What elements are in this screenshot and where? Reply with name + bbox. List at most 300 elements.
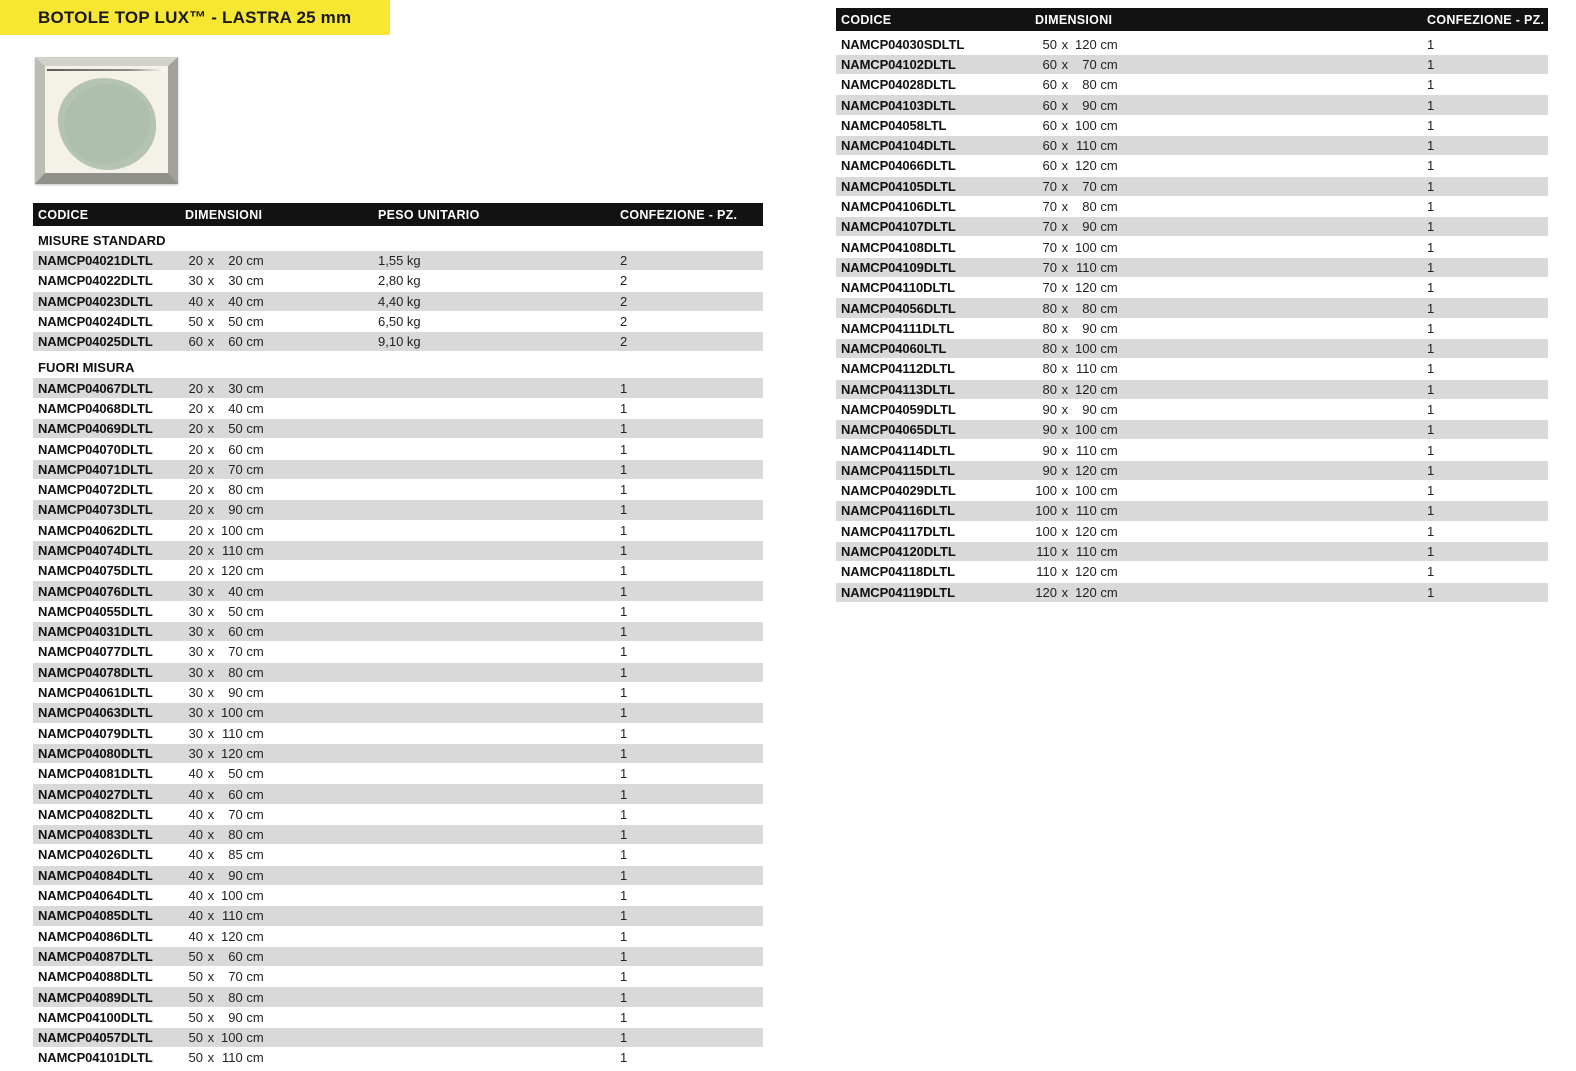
table-row: [836, 440, 1548, 459]
dimension-width: 120: [1035, 584, 1057, 600]
dimension-width: 100: [1035, 523, 1057, 539]
dimension-unit: cm: [1096, 584, 1118, 600]
qty-cell: 1: [1427, 280, 1435, 296]
code-cell: NAMCP04082DLTL: [38, 806, 153, 822]
dimension-width: 40: [188, 786, 203, 802]
qty-cell: 1: [620, 989, 628, 1005]
dimension-unit: cm: [1096, 219, 1118, 235]
page-title-banner: [0, 0, 390, 35]
dimension-unit: cm: [1096, 320, 1118, 336]
dimension-unit: cm: [242, 664, 264, 680]
weight-cell: 4,40 kg: [378, 293, 421, 309]
dimension-height: 110: [1076, 442, 1097, 458]
dimension-height: 110: [1076, 361, 1097, 377]
qty-cell: 1: [620, 908, 628, 924]
qty-cell: 2: [620, 293, 628, 309]
code-cell: NAMCP04021DLTL: [38, 253, 153, 269]
dimension-unit: cm: [242, 583, 264, 599]
section-label: MISURE STANDARD: [38, 233, 166, 248]
table-row: [836, 420, 1548, 439]
table-row: [836, 562, 1548, 581]
dimension-width: 90: [1042, 422, 1057, 438]
code-cell: NAMCP04117DLTL: [841, 523, 955, 539]
code-cell: NAMCP04080DLTL: [38, 745, 153, 761]
table-row: [836, 237, 1548, 256]
dimension-height: 70: [228, 806, 243, 822]
dimension-width: 50: [188, 1030, 203, 1046]
table-row: [33, 724, 763, 743]
qty-cell: 1: [620, 948, 628, 964]
dimensions-cell: [1035, 158, 1427, 173]
qty-cell: 1: [620, 1009, 628, 1025]
code-cell: NAMCP04102DLTL: [841, 56, 956, 72]
qty-cell: 1: [620, 786, 628, 802]
dimension-separator: x: [1058, 77, 1072, 93]
dimension-separator: x: [1058, 36, 1072, 52]
qty-cell: 1: [620, 685, 628, 701]
table-row: [836, 75, 1548, 94]
dimensions-cell: [185, 502, 378, 517]
dimension-separator: x: [1058, 462, 1072, 478]
dimension-height: 110: [222, 543, 243, 558]
dimensions-cell: [185, 381, 378, 396]
qty-cell: 1: [620, 441, 628, 457]
dimension-separator: x: [1058, 158, 1072, 174]
dimensions-cell: [185, 908, 378, 923]
dimension-height: 50: [228, 314, 243, 330]
dimension-width: 70: [1042, 178, 1057, 194]
qty-cell: 1: [620, 827, 628, 843]
code-cell: NAMCP04086DLTL: [38, 928, 153, 944]
dimension-unit: cm: [1096, 401, 1118, 417]
dimension-unit: cm: [242, 1030, 264, 1046]
dimension-unit: cm: [242, 806, 264, 822]
dimension-unit: cm: [242, 928, 264, 944]
dimension-separator: x: [204, 867, 218, 883]
code-cell: NAMCP04114DLTL: [841, 442, 955, 458]
dimension-unit: cm: [242, 1009, 264, 1025]
dimension-separator: x: [204, 806, 218, 822]
dimension-separator: x: [204, 400, 218, 416]
dimension-unit: cm: [1096, 462, 1118, 478]
dimension-height: 40: [228, 293, 243, 309]
dimension-separator: x: [204, 989, 218, 1005]
table-row: [33, 784, 763, 803]
dimension-separator: x: [1058, 259, 1072, 275]
qty-cell: 1: [1427, 300, 1435, 316]
dimensions-cell: [185, 847, 378, 862]
dimension-width: 40: [188, 293, 203, 309]
qty-cell: 1: [1427, 422, 1435, 438]
dimension-width: 20: [188, 543, 203, 558]
dimensions-cell: [1035, 443, 1427, 458]
dimension-separator: x: [204, 273, 218, 289]
dimension-separator: x: [1058, 117, 1072, 133]
table-row: [836, 481, 1548, 500]
table-row: [836, 217, 1548, 236]
dimension-unit: cm: [242, 685, 264, 701]
dimension-separator: x: [1058, 422, 1072, 438]
dimension-separator: x: [204, 314, 218, 330]
dimension-height: 110: [1076, 503, 1097, 519]
dimension-separator: x: [204, 827, 218, 843]
table-row: [33, 521, 763, 540]
dimensions-cell: [1035, 585, 1427, 600]
dimension-height: 100: [1075, 483, 1097, 499]
qty-cell: 1: [1427, 544, 1435, 560]
code-cell: NAMCP04024DLTL: [38, 314, 153, 330]
dimensions-cell: [185, 442, 378, 457]
table-row: [33, 825, 763, 844]
dimension-separator: x: [1058, 97, 1072, 113]
code-cell: NAMCP04056DLTL: [841, 300, 956, 316]
qty-cell: 1: [620, 888, 628, 904]
dimension-height: 100: [221, 888, 243, 904]
dimension-separator: x: [204, 705, 218, 721]
dimension-separator: x: [204, 603, 218, 619]
dimension-separator: x: [1058, 523, 1072, 539]
dimensions-cell: [1035, 564, 1427, 579]
dimension-width: 30: [188, 745, 203, 761]
dimensions-cell: [185, 665, 378, 680]
dimension-width: 80: [1042, 300, 1057, 316]
dimension-height: 110: [222, 725, 243, 741]
dimension-unit: cm: [1096, 544, 1118, 560]
dimension-unit: cm: [242, 603, 264, 619]
dimension-height: 100: [221, 522, 243, 538]
qty-cell: 1: [620, 766, 628, 782]
dimension-height: 80: [228, 664, 243, 680]
code-cell: NAMCP04081DLTL: [38, 766, 153, 782]
dimension-unit: cm: [242, 543, 264, 558]
code-cell: NAMCP04116DLTL: [841, 503, 955, 519]
dimension-unit: cm: [1096, 280, 1118, 296]
dimensions-cell: [1035, 260, 1427, 275]
dimension-height: 120: [1075, 158, 1097, 174]
dimension-unit: cm: [242, 969, 264, 985]
dimension-height: 40: [228, 400, 243, 416]
dimension-width: 40: [188, 827, 203, 843]
table-row: [33, 561, 763, 580]
dimension-unit: cm: [1096, 381, 1118, 397]
code-cell: NAMCP04068DLTL: [38, 400, 153, 416]
code-cell: NAMCP04101DLTL: [38, 1050, 153, 1066]
qty-cell: 1: [620, 806, 628, 822]
table-row: [836, 339, 1548, 358]
dimension-width: 20: [188, 522, 203, 538]
dimension-width: 50: [188, 948, 203, 964]
code-cell: NAMCP04074DLTL: [38, 543, 153, 558]
table-row: [836, 583, 1548, 602]
dimension-height: 90: [228, 867, 243, 883]
code-cell: NAMCP04025DLTL: [38, 334, 153, 350]
weight-cell: 1,55 kg: [378, 253, 421, 269]
qty-cell: 1: [1427, 178, 1435, 194]
dimension-unit: cm: [242, 705, 264, 721]
qty-cell: 1: [1427, 320, 1435, 336]
dimensions-cell: [1035, 382, 1427, 397]
qty-cell: 1: [620, 482, 628, 498]
table-row: [33, 378, 763, 397]
code-cell: NAMCP04030SDLTL: [841, 36, 965, 52]
table-row: [33, 460, 763, 479]
dimension-separator: x: [204, 293, 218, 309]
dimension-width: 80: [1042, 381, 1057, 397]
qty-cell: 1: [1427, 117, 1435, 133]
qty-cell: 1: [1427, 341, 1435, 357]
dimension-height: 120: [1075, 564, 1097, 580]
dimension-width: 70: [1042, 239, 1057, 255]
dimension-height: 70: [228, 969, 243, 985]
dimensions-cell: [185, 294, 378, 309]
dimension-unit: cm: [1096, 117, 1118, 133]
dimensions-cell: [185, 705, 378, 720]
qty-cell: 1: [620, 522, 628, 538]
dimension-width: 70: [1042, 219, 1057, 235]
dimensions-cell: [185, 868, 378, 883]
dimension-unit: cm: [242, 827, 264, 843]
left-table-header: [33, 203, 763, 226]
dimension-width: 60: [1042, 77, 1057, 93]
dimensions-cell: [185, 273, 378, 288]
dimension-unit: cm: [242, 725, 264, 741]
dimension-width: 50: [188, 989, 203, 1005]
dimensions-cell: [1035, 280, 1427, 295]
table-row: [33, 419, 763, 438]
dimension-width: 60: [1042, 158, 1057, 174]
product-photo: [35, 57, 178, 184]
dimension-unit: cm: [242, 334, 264, 350]
dimension-unit: cm: [1096, 523, 1118, 539]
dimension-width: 20: [188, 461, 203, 477]
hatch-gap-line: [47, 69, 166, 71]
dimension-separator: x: [1058, 483, 1072, 499]
dimension-width: 30: [188, 705, 203, 721]
dimensions-cell: [185, 969, 378, 984]
table-row: [836, 278, 1548, 297]
code-cell: NAMCP04120DLTL: [841, 544, 956, 560]
dimension-separator: x: [1058, 544, 1072, 560]
dimension-height: 110: [222, 1050, 243, 1066]
header-codice: CODICE: [38, 207, 89, 222]
dimension-width: 40: [188, 888, 203, 904]
dimension-unit: cm: [1096, 239, 1118, 255]
dimension-width: 30: [188, 603, 203, 619]
table-row: [836, 359, 1548, 378]
code-cell: NAMCP04063DLTL: [38, 705, 153, 721]
dimension-separator: x: [1058, 503, 1072, 519]
dimensions-cell: [185, 401, 378, 416]
dimension-unit: cm: [1096, 422, 1118, 438]
table-row: [33, 906, 763, 925]
dimension-unit: cm: [242, 867, 264, 883]
dimension-height: 60: [228, 441, 243, 457]
dimensions-cell: [185, 766, 378, 781]
code-cell: NAMCP04027DLTL: [38, 786, 153, 802]
dimensions-cell: [185, 482, 378, 497]
qty-cell: 1: [1427, 158, 1435, 174]
code-cell: NAMCP04072DLTL: [38, 482, 153, 498]
dimension-width: 100: [1035, 503, 1057, 519]
dimension-separator: x: [1058, 239, 1072, 255]
dimension-height: 100: [1075, 422, 1097, 438]
dimension-height: 90: [1082, 97, 1097, 113]
dimension-height: 50: [228, 603, 243, 619]
code-cell: NAMCP04088DLTL: [38, 969, 153, 985]
dimension-height: 120: [221, 745, 243, 761]
qty-cell: 1: [620, 421, 628, 437]
dimension-separator: x: [204, 253, 218, 269]
dimension-width: 20: [188, 502, 203, 518]
table-row: [33, 399, 763, 418]
dimensions-cell: [1035, 98, 1427, 113]
weight-cell: 6,50 kg: [378, 314, 421, 330]
table-row: [836, 461, 1548, 480]
table-row: [836, 501, 1548, 520]
dimension-separator: x: [204, 644, 218, 660]
qty-cell: 1: [620, 1050, 628, 1066]
qty-cell: 1: [620, 664, 628, 680]
table-row: [33, 805, 763, 824]
header-dimensioni: DIMENSIONI: [185, 207, 263, 222]
table-row: [33, 744, 763, 763]
left-table: [33, 203, 763, 1069]
code-cell: NAMCP04029DLTL: [841, 483, 956, 499]
dimensions-cell: [1035, 544, 1427, 559]
dimension-width: 60: [1042, 117, 1057, 133]
table-row: [33, 947, 763, 966]
dimension-width: 20: [188, 253, 203, 269]
table-row: [836, 319, 1548, 338]
qty-cell: 1: [1427, 361, 1435, 377]
qty-cell: 1: [1427, 523, 1435, 539]
dimension-unit: cm: [242, 441, 264, 457]
dimension-unit: cm: [242, 522, 264, 538]
qty-cell: 1: [620, 644, 628, 660]
qty-cell: 1: [1427, 36, 1435, 52]
dimension-width: 90: [1042, 401, 1057, 417]
qty-cell: 1: [1427, 381, 1435, 397]
table-row: [836, 400, 1548, 419]
code-cell: NAMCP04075DLTL: [38, 563, 153, 579]
dimensions-cell: [185, 949, 378, 964]
code-cell: NAMCP04057DLTL: [38, 1030, 153, 1046]
dimension-unit: cm: [1096, 56, 1118, 72]
table-row: [33, 927, 763, 946]
dimensions-cell: [185, 746, 378, 761]
qty-cell: 1: [620, 867, 628, 883]
code-cell: NAMCP04061DLTL: [38, 685, 153, 701]
dimension-unit: cm: [1096, 361, 1118, 377]
dimension-unit: cm: [1096, 36, 1118, 52]
dimension-width: 110: [1036, 564, 1057, 580]
dimensions-cell: [185, 421, 378, 436]
dimension-height: 80: [228, 989, 243, 1005]
dimensions-cell: [1035, 463, 1427, 478]
code-cell: NAMCP04089DLTL: [38, 989, 153, 1005]
dimensions-cell: [1035, 118, 1427, 133]
qty-cell: 1: [1427, 584, 1435, 600]
dimension-height: 20: [228, 253, 243, 269]
dimension-separator: x: [204, 847, 218, 863]
dimension-width: 20: [188, 482, 203, 498]
dimension-separator: x: [1058, 381, 1072, 397]
dimension-height: 120: [221, 928, 243, 944]
dimension-unit: cm: [1096, 259, 1118, 275]
dimension-unit: cm: [1096, 503, 1118, 519]
table-row: [33, 1008, 763, 1027]
qty-cell: 1: [1427, 219, 1435, 235]
dimension-unit: cm: [242, 461, 264, 477]
table-row: [33, 581, 763, 600]
dimension-separator: x: [1058, 199, 1072, 215]
code-cell: NAMCP04028DLTL: [841, 77, 956, 93]
table-row: [33, 292, 763, 311]
dimension-width: 100: [1035, 483, 1057, 499]
dimension-unit: cm: [242, 502, 264, 518]
table-row: [836, 298, 1548, 317]
table-row: [33, 967, 763, 986]
dimensions-cell: [185, 888, 378, 903]
qty-cell: 2: [620, 273, 628, 289]
dimension-height: 80: [1082, 77, 1097, 93]
qty-cell: 1: [1427, 462, 1435, 478]
dimensions-cell: [185, 543, 378, 558]
code-cell: NAMCP04119DLTL: [841, 584, 955, 600]
qty-cell: 2: [620, 314, 628, 330]
dimension-height: 80: [1082, 199, 1097, 215]
dimension-height: 90: [228, 502, 243, 518]
dimension-height: 70: [1082, 178, 1097, 194]
dimension-height: 85: [228, 847, 243, 863]
dimension-width: 70: [1042, 259, 1057, 275]
qty-cell: 1: [620, 969, 628, 985]
code-cell: NAMCP04106DLTL: [841, 199, 956, 215]
right-table-header: [836, 8, 1548, 31]
dimension-unit: cm: [1096, 483, 1118, 499]
dimension-separator: x: [204, 441, 218, 457]
qty-cell: 1: [620, 705, 628, 721]
dimension-width: 30: [188, 685, 203, 701]
dimension-width: 20: [188, 421, 203, 437]
dimension-unit: cm: [1096, 158, 1118, 174]
code-cell: NAMCP04064DLTL: [38, 888, 153, 904]
dimension-separator: x: [1058, 584, 1072, 600]
qty-cell: 1: [1427, 483, 1435, 499]
dimension-width: 40: [188, 928, 203, 944]
table-row: [33, 251, 763, 270]
dimensions-cell: [1035, 361, 1427, 376]
code-cell: NAMCP04087DLTL: [38, 948, 153, 964]
table-row: [33, 683, 763, 702]
table-row: [33, 480, 763, 499]
code-cell: NAMCP04058LTL: [841, 117, 947, 133]
dimension-unit: cm: [242, 948, 264, 964]
dimension-unit: cm: [242, 888, 264, 904]
dimension-unit: cm: [242, 380, 264, 396]
dimension-unit: cm: [242, 253, 264, 269]
header-confezione: CONFEZIONE - PZ.: [1427, 12, 1545, 27]
dimensions-cell: [1035, 219, 1427, 234]
qty-cell: 1: [620, 603, 628, 619]
dimensions-cell: [1035, 341, 1427, 356]
dimension-height: 120: [1075, 36, 1097, 52]
dimension-unit: cm: [242, 421, 264, 437]
page-title: BOTOLE TOP LUX™ - LASTRA 25 mm: [38, 7, 352, 27]
plaster-patch: [56, 76, 156, 171]
dimensions-cell: [1035, 301, 1427, 316]
dimension-height: 100: [221, 1030, 243, 1046]
